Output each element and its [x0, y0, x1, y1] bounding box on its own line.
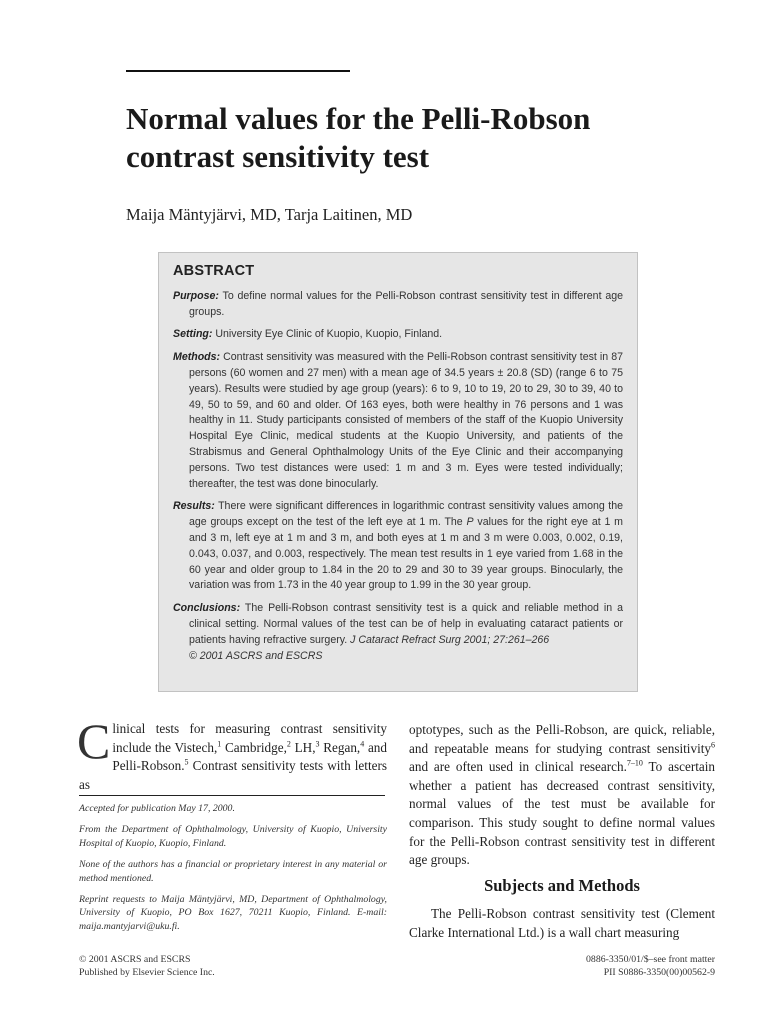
reference-5: 5: [184, 757, 189, 767]
abstract-conclusions-label: Conclusions:: [173, 602, 241, 615]
intro-text-f: Contrast sensitivity tests with letters as: [79, 758, 387, 792]
footnote-accepted: Accepted for publication May 17, 2000.: [79, 803, 235, 814]
abstract-setting-label: Setting:: [173, 328, 213, 341]
abstract-box: [158, 252, 638, 692]
intro-paragraph: [77, 713, 387, 794]
intro-text-d: Regan,: [319, 739, 361, 755]
reference-3: 3: [315, 739, 320, 749]
abstract-methods-text: Contrast sensitivity was measured with the Pelli-Robson contrast sensitivity test in 87 persons (60 women and 27 men) with a mean age of 34.5 years ± 20.8 (SD) (range 6 to 75 years). Results were studied by age group (years): 6 to 9, 10 to 19, 20 to 29, 30 to 39, 40 to 49, 50 to 59, and 60 and older. Of 163 eyes, both were healthy in 76 persons and 1 was healthy in 11. Study participants consisted of members of the staff of the Kuopio University Hospital Eye Clinic, medical students at the Kuopio University, and patients of the Strabismus and General Ophthalmology Units of the Eye Clinic and their accompanying persons. Two test distances were used: 1 m and 3 m. Eyes were tested individually; thereafter, the test was done binocularly.: [189, 351, 623, 490]
abstract-citation: J Cataract Refract Surg 2001; 27:261–266: [350, 633, 550, 646]
abstract-results-label: Results:: [173, 500, 215, 513]
reference-4: 4: [360, 739, 365, 749]
abstract-purpose: [173, 289, 623, 321]
footer-left: [79, 953, 215, 979]
abstract-methods: [173, 350, 623, 492]
footnote-department: From the Department of Ophthalmology, University of Kuopio, University Hospital of Kuopio, Kuopio, Finland.: [79, 824, 387, 849]
abstract-results-text-b: values for the right eye at 1 m and 3 m, left eye at 1 m and 3 m, and both eyes at 1 m and 3 m were 0.003, 0.002, 0.19, 0.043, 0.037, and 0.003, respectively. The mean test results in 1 eye varied from 1.68 in the 60 year and older group to 1.84 in the 20 to 29 and 30 to 39 year groups. Binocularly, the variation was from 1.73 in the 40 year group to 1.99 in the 30 year group.: [189, 516, 624, 592]
footnote-divider: [79, 795, 385, 796]
intro-continued-paragraph: [409, 721, 715, 870]
abstract-copyright: © 2001 ASCRS and ESCRS: [189, 649, 323, 662]
footnotes: [79, 802, 387, 941]
section-heading-subjects-methods: Subjects and Methods: [484, 876, 640, 895]
abstract-conclusions: [173, 601, 623, 664]
intro-text-e: and Pelli-Robson.: [112, 739, 387, 774]
abstract-conclusions-text: The Pelli-Robson contrast sensitivity test is a quick and reliable method in a clinical setting. Normal values of the test can be of help in evaluating cataract patients or patients having refractive surgery.: [189, 602, 623, 646]
abstract-results: [173, 499, 623, 594]
abstract-purpose-label: Purpose:: [173, 289, 219, 302]
article-title-line-1: Normal values for the Pelli-Robson: [126, 101, 591, 136]
footer-pii: PII S0886-3350(00)00562-9: [603, 967, 715, 978]
reference-1: 1: [217, 739, 222, 749]
footer-right: [586, 953, 715, 979]
reference-7-10: 7–10: [626, 758, 643, 768]
footer-copyright: © 2001 ASCRS and ESCRS: [79, 954, 191, 965]
right-text-a: optotypes, such as the Pelli-Robson, are quick, reliable, and repeatable means for studying contrast sensitivity: [409, 722, 715, 756]
abstract-results-p-symbol: P: [466, 516, 474, 529]
abstract-heading: ABSTRACT: [173, 263, 255, 279]
drop-cap: C: [77, 713, 111, 769]
right-text-c: To ascertain whether a patient has decreased contrast sensitivity, normal values of the test must be available for comparison. This study sought to define normal values for the Pelli-Robson contrast sensitivity test in different age groups.: [409, 759, 715, 868]
reference-2: 2: [286, 739, 291, 749]
intro-text-b: Cambridge,: [221, 739, 287, 755]
reference-6: 6: [711, 740, 715, 750]
abstract-setting-text: University Eye Clinic of Kuopio, Kuopio, Finland.: [212, 328, 443, 341]
abstract-results-text-a: There were significant differences in logarithmic contrast sensitivity values among the age groups except on the test of the left eye at 1 m. The: [189, 500, 623, 529]
abstract-methods-label: Methods:: [173, 351, 221, 364]
intro-text-a: linical tests for measuring contrast sensitivity include the Vistech,: [112, 721, 387, 755]
author-list: Maija Mäntyjärvi, MD, Tarja Laitinen, MD: [126, 205, 413, 224]
article-title: [126, 100, 686, 176]
footnote-reprint: Reprint requests to Maija Mäntyjärvi, MD, Department of Ophthalmology, University of Kuopio, PO Box 1627, 70211 Kuopio, Finland. E-mail: maija.mantyjarvi@uku.fi.: [79, 894, 387, 932]
footer-publisher: Published by Elsevier Science Inc.: [79, 967, 215, 978]
title-rule: [126, 70, 350, 72]
right-text-b: and are often used in clinical research.: [409, 759, 627, 775]
abstract-setting: [173, 327, 623, 343]
footer-issn: 0886-3350/01/$–see front matter: [586, 954, 715, 965]
article-title-line-2: contrast sensitivity test: [126, 139, 430, 174]
intro-text-c: LH,: [290, 739, 316, 755]
footnote-interest: None of the authors has a financial or proprietary interest in any material or method mentioned.: [79, 859, 387, 884]
methods-text: The Pelli-Robson contrast sensitivity test (Clement Clarke International Ltd.) is a wall chart measuring: [409, 906, 715, 940]
abstract-purpose-text: To define normal values for the Pelli-Robson contrast sensitivity test in different age groups.: [189, 289, 623, 318]
methods-paragraph: [409, 905, 715, 942]
